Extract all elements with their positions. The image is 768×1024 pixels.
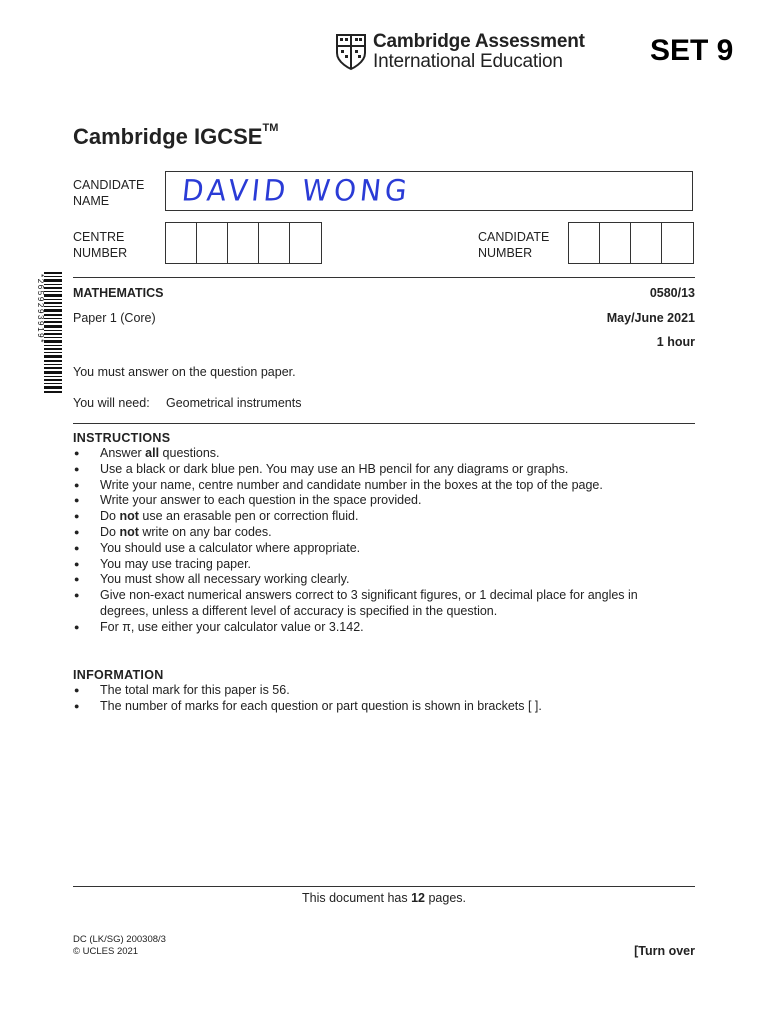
- barcode: [28, 272, 62, 394]
- information-list: [73, 683, 673, 715]
- turn-over-label: [Turn over: [634, 944, 695, 958]
- candidate-number-label-line1: CANDIDATE: [478, 230, 550, 244]
- candidate-name-label-line1: CANDIDATE: [73, 178, 145, 192]
- paper-code: 0580/13: [649, 286, 695, 300]
- org-name-line2: International Education: [373, 51, 563, 72]
- instructions-list: [73, 446, 673, 636]
- information-heading: INFORMATION: [73, 668, 164, 682]
- list-item: ● Write your name, centre number and candidate number in the boxes at the top of the page.: [73, 478, 673, 494]
- subject-title: MATHEMATICS: [73, 286, 164, 300]
- centre-number-digit-box[interactable]: [259, 223, 290, 263]
- candidate-name-label: [73, 177, 144, 209]
- candidate-number-digit-box[interactable]: [662, 223, 693, 263]
- candidate-number-boxes[interactable]: [568, 222, 694, 264]
- candidate-number-label: [478, 229, 549, 261]
- cambridge-logo: [335, 31, 585, 73]
- list-item: ● You may use tracing paper.: [73, 557, 673, 573]
- org-name-line1: Cambridge Assessment: [373, 31, 585, 52]
- list-item: ● Answer all questions.: [73, 446, 673, 462]
- qualification-name: Cambridge IGCSE: [73, 124, 263, 149]
- page-count-note: This document has 12 pages.: [301, 891, 466, 905]
- candidate-number-digit-box[interactable]: [631, 223, 662, 263]
- list-item: ● Do not use an erasable pen or correction fluid.: [73, 509, 673, 525]
- copyright: © UCLES 2021: [73, 946, 139, 957]
- page-count: 12: [411, 891, 425, 905]
- divider: [73, 277, 695, 278]
- centre-number-label-line2: NUMBER: [73, 246, 128, 260]
- instructions-heading: INSTRUCTIONS: [73, 431, 171, 445]
- barcode-number: *2659293919*: [36, 274, 45, 344]
- list-item: ● Do not write on any bar codes.: [73, 525, 673, 541]
- set-label: SET 9: [650, 34, 734, 67]
- exam-duration: 1 hour: [656, 335, 695, 349]
- centre-number-label: [73, 229, 127, 261]
- paper-name: Paper 1 (Core): [73, 311, 156, 325]
- exam-session: May/June 2021: [606, 311, 695, 325]
- divider: [73, 423, 695, 424]
- list-item: ● You must show all necessary working clearly.: [73, 572, 673, 588]
- centre-number-digit-box[interactable]: [166, 223, 197, 263]
- equipment-label: You will need:: [73, 396, 150, 410]
- candidate-name-value: DAVID WONG: [180, 173, 413, 208]
- list-item: ● Write your answer to each question in the space provided.: [73, 493, 673, 509]
- candidate-number-digit-box[interactable]: [600, 223, 631, 263]
- candidate-number-digit-box[interactable]: [569, 223, 600, 263]
- trademark-mark: TM: [262, 122, 279, 134]
- list-item: ● The total mark for this paper is 56.: [73, 683, 673, 699]
- qualification-title: [73, 124, 278, 150]
- candidate-number-label-line2: NUMBER: [478, 246, 533, 260]
- cambridge-crest-icon: [335, 33, 367, 71]
- candidate-name-label-line2: NAME: [73, 194, 110, 208]
- list-item: ● Use a black or dark blue pen. You may use an HB pencil for any diagrams or graphs.: [73, 462, 673, 478]
- document-reference: [73, 934, 166, 958]
- centre-number-digit-box[interactable]: [197, 223, 228, 263]
- centre-number-digit-box[interactable]: [228, 223, 259, 263]
- centre-number-label-line1: CENTRE: [73, 230, 125, 244]
- reference-code: DC (LK/SG) 200308/3: [73, 934, 166, 945]
- centre-number-digit-box[interactable]: [290, 223, 321, 263]
- answer-instruction: You must answer on the question paper.: [73, 365, 296, 379]
- equipment-value: Geometrical instruments: [166, 396, 302, 410]
- list-item: ● Give non-exact numerical answers correct to 3 significant figures, or 1 decimal place for angles in degrees, unless a different level of accuracy is specified in the question.: [73, 588, 673, 620]
- list-item: ● The number of marks for each question or part question is shown in brackets [ ].: [73, 699, 673, 715]
- list-item: ● For π, use either your calculator value or 3.142.: [73, 620, 673, 636]
- list-item: ● You should use a calculator where appropriate.: [73, 541, 673, 557]
- centre-number-boxes[interactable]: [165, 222, 322, 264]
- divider: [73, 886, 695, 887]
